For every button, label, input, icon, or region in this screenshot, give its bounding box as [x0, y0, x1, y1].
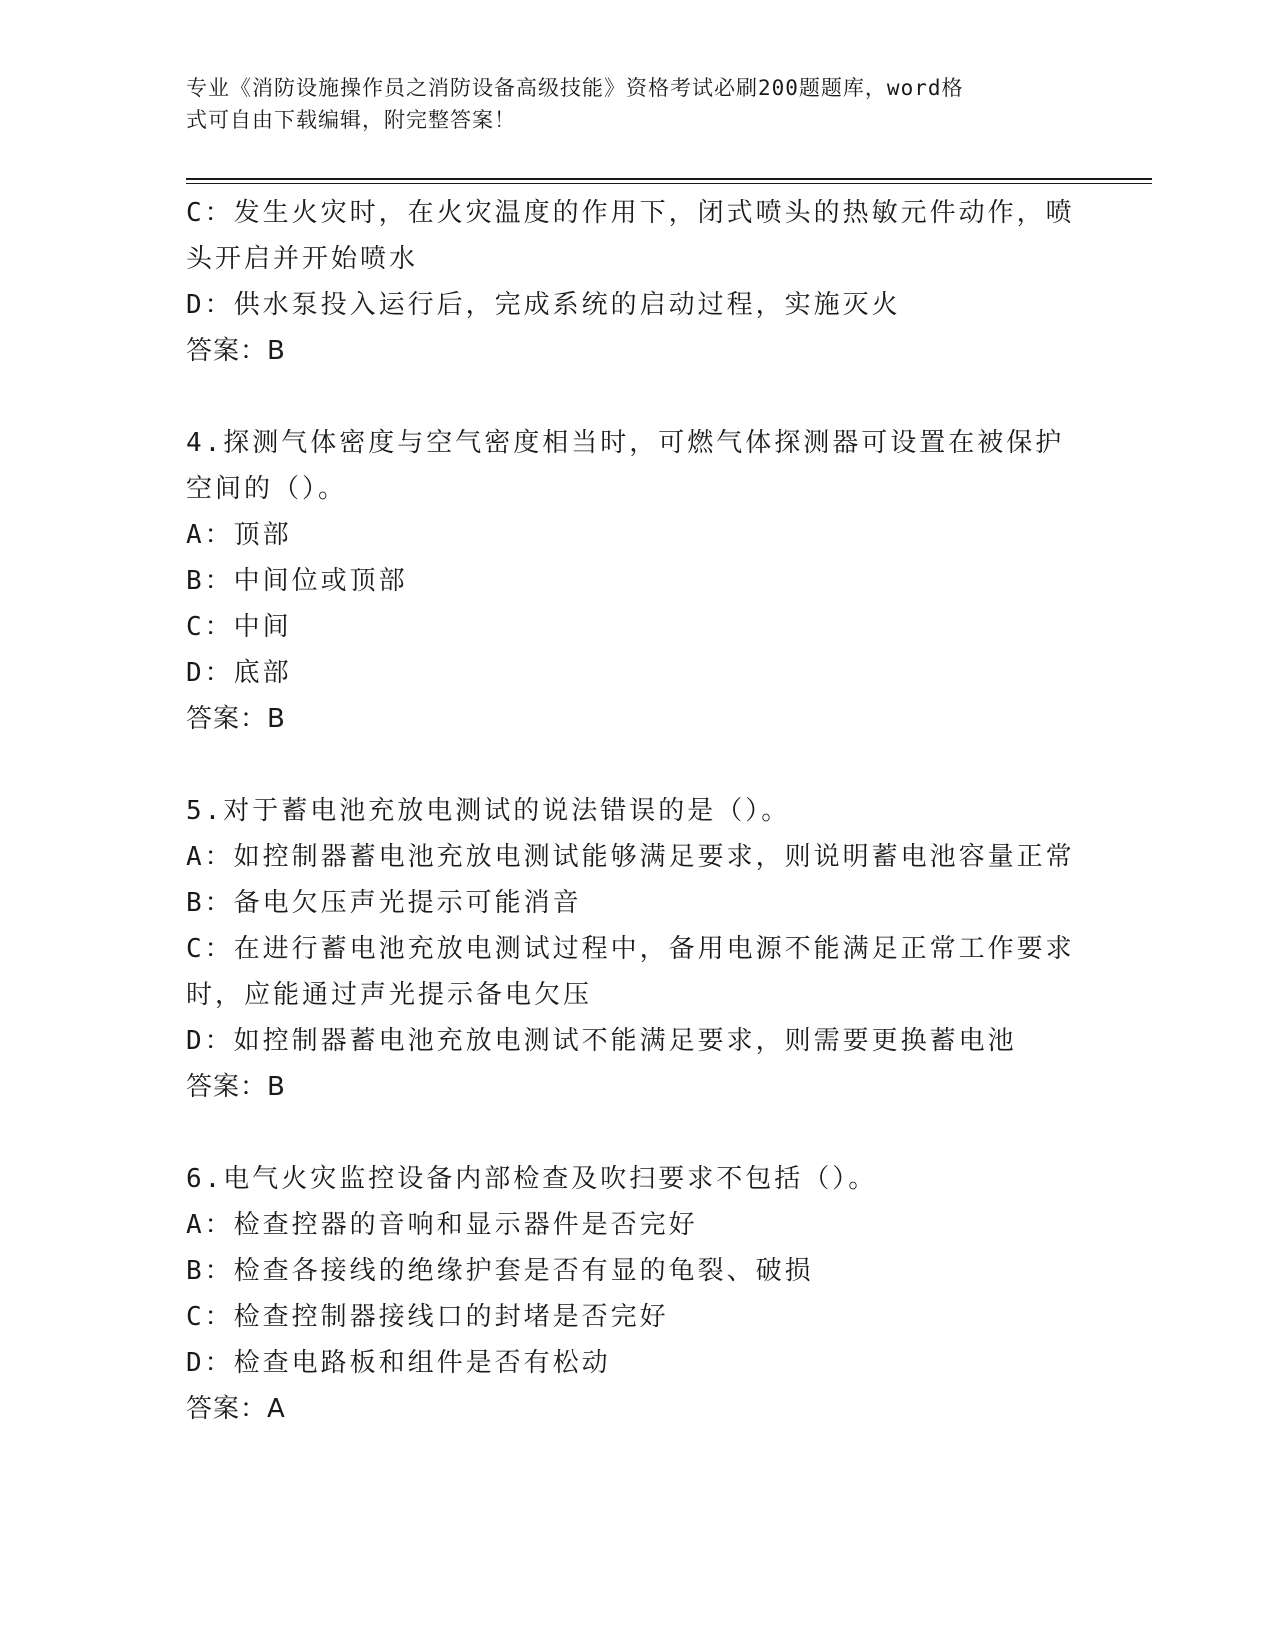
spacer [186, 1110, 1086, 1156]
document-header [186, 72, 1066, 136]
spacer [186, 374, 1086, 420]
question-6-option-d: D：检查电路板和组件是否有松动 [186, 1348, 611, 1378]
question-4-stem-line-1: 4.探测气体密度与空气密度相当时，可燃气体探测器可设置在被保护 [186, 428, 1065, 458]
question-5-stem: 5.对于蓄电池充放电测试的说法错误的是（）。 [186, 796, 791, 826]
question-5 [186, 788, 1086, 1110]
question-3-tail [186, 190, 1086, 374]
header-divider-thin [186, 183, 1152, 184]
question-5-option-b: B：备电欠压声光提示可能消音 [186, 888, 582, 918]
header-line-2: 式可自由下载编辑，附完整答案！ [186, 108, 516, 132]
spacer [186, 742, 1086, 788]
question-6-answer: 答案：A [186, 1394, 286, 1424]
question-6 [186, 1156, 1086, 1432]
question-6-option-a: A：检查控器的音响和显示器件是否完好 [186, 1210, 698, 1240]
question-6-stem: 6.电气火灾监控设备内部检查及吹扫要求不包括（）。 [186, 1164, 878, 1194]
question-4-answer: 答案：B [186, 704, 286, 734]
header-divider-thick [186, 178, 1152, 180]
question-5-option-c-line-1: C：在进行蓄电池充放电测试过程中，备用电源不能满足正常工作要求 [186, 934, 1075, 964]
question-3-option-d: D：供水泵投入运行后，完成系统的启动过程，实施灭火 [186, 290, 901, 320]
question-3-option-c-line-2: 头开启并开始喷水 [186, 244, 419, 274]
question-3-option-c-line-1: C：发生火灾时，在火灾温度的作用下，闭式喷头的热敏元件动作，喷 [186, 198, 1075, 228]
question-5-answer: 答案：B [186, 1072, 286, 1102]
question-5-option-c-line-2: 时，应能通过声光提示备电欠压 [186, 980, 593, 1010]
question-4-option-b: B：中间位或顶部 [186, 566, 408, 596]
question-4-option-a: A：顶部 [186, 520, 292, 550]
question-4-stem-line-2: 空间的（）。 [186, 474, 348, 504]
question-6-option-b: B：检查各接线的绝缘护套是否有显的龟裂、破损 [186, 1256, 814, 1286]
question-6-option-c: C：检查控制器接线口的封堵是否完好 [186, 1302, 669, 1332]
header-line-1: 专业《消防设施操作员之消防设备高级技能》资格考试必刷200题题库，word格 [186, 76, 964, 100]
question-5-option-d: D：如控制器蓄电池充放电测试不能满足要求，则需要更换蓄电池 [186, 1026, 1017, 1056]
question-4 [186, 420, 1086, 742]
question-4-option-c: C：中间 [186, 612, 292, 642]
question-3-answer: 答案：B [186, 336, 286, 366]
question-5-option-a: A：如控制器蓄电池充放电测试能够满足要求，则说明蓄电池容量正常 [186, 842, 1075, 872]
question-4-option-d: D：底部 [186, 658, 292, 688]
question-list [186, 190, 1086, 1432]
